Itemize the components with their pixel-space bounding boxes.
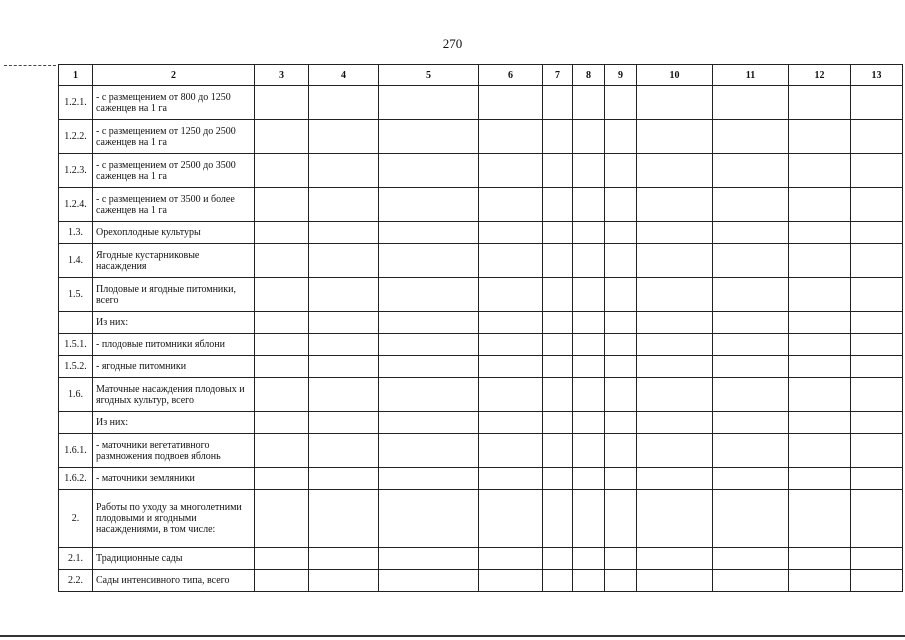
empty-cell-col-11 (713, 154, 789, 188)
column-header-4: 4 (309, 65, 379, 86)
row-label-cell: Маточные насаждения плодовых и ягодных культур, всего (93, 378, 255, 412)
column-header-6: 6 (479, 65, 543, 86)
row-label-cell: - с размещением от 800 до 1250 саженцев на 1 га (93, 86, 255, 120)
empty-cell-col-10 (637, 548, 713, 570)
empty-cell-col-6 (479, 356, 543, 378)
empty-cell-col-9 (605, 548, 637, 570)
empty-cell-col-11 (713, 334, 789, 356)
empty-cell-col-6 (479, 120, 543, 154)
empty-cell-col-7 (543, 570, 573, 592)
page-bottom-border (0, 635, 905, 637)
row-number-cell: 1.2.1. (59, 86, 93, 120)
empty-cell-col-4 (309, 188, 379, 222)
empty-cell-col-4 (309, 154, 379, 188)
empty-cell-col-10 (637, 412, 713, 434)
empty-cell-col-11 (713, 86, 789, 120)
empty-cell-col-5 (379, 222, 479, 244)
row-label-cell: - ягодные питомники (93, 356, 255, 378)
empty-cell-col-6 (479, 154, 543, 188)
empty-cell-col-13 (851, 188, 903, 222)
empty-cell-col-8 (573, 412, 605, 434)
data-table (58, 64, 903, 592)
empty-cell-col-10 (637, 278, 713, 312)
empty-cell-col-8 (573, 86, 605, 120)
row-label-cell: - с размещением от 1250 до 2500 саженцев на 1 га (93, 120, 255, 154)
empty-cell-col-12 (789, 468, 851, 490)
empty-cell-col-10 (637, 120, 713, 154)
table-row (59, 378, 903, 412)
empty-cell-col-5 (379, 412, 479, 434)
empty-cell-col-13 (851, 334, 903, 356)
empty-cell-col-7 (543, 188, 573, 222)
row-label-cell: - маточники земляники (93, 468, 255, 490)
row-number-cell: 1.2.3. (59, 154, 93, 188)
empty-cell-col-12 (789, 86, 851, 120)
empty-cell-col-8 (573, 548, 605, 570)
empty-cell-col-6 (479, 312, 543, 334)
empty-cell-col-12 (789, 278, 851, 312)
empty-cell-col-10 (637, 188, 713, 222)
empty-cell-col-12 (789, 334, 851, 356)
empty-cell-col-4 (309, 412, 379, 434)
empty-cell-col-12 (789, 548, 851, 570)
column-header-11: 11 (713, 65, 789, 86)
empty-cell-col-11 (713, 468, 789, 490)
empty-cell-col-9 (605, 356, 637, 378)
empty-cell-col-11 (713, 570, 789, 592)
scan-artifact-line (4, 65, 56, 66)
empty-cell-col-11 (713, 222, 789, 244)
row-label-cell: Традиционные сады (93, 548, 255, 570)
empty-cell-col-11 (713, 244, 789, 278)
column-header-5: 5 (379, 65, 479, 86)
empty-cell-col-4 (309, 490, 379, 548)
empty-cell-col-6 (479, 490, 543, 548)
empty-cell-col-9 (605, 412, 637, 434)
empty-cell-col-9 (605, 120, 637, 154)
table-row (59, 412, 903, 434)
empty-cell-col-8 (573, 468, 605, 490)
table-row (59, 222, 903, 244)
empty-cell-col-3 (255, 378, 309, 412)
empty-cell-col-6 (479, 570, 543, 592)
row-number-cell: 2. (59, 490, 93, 548)
column-header-12: 12 (789, 65, 851, 86)
empty-cell-col-5 (379, 334, 479, 356)
table-row (59, 86, 903, 120)
empty-cell-col-3 (255, 490, 309, 548)
row-number-cell: 1.6.1. (59, 434, 93, 468)
empty-cell-col-6 (479, 434, 543, 468)
empty-cell-col-4 (309, 378, 379, 412)
row-label-cell: - плодовые питомники яблони (93, 334, 255, 356)
table-body (59, 86, 903, 592)
empty-cell-col-10 (637, 312, 713, 334)
empty-cell-col-9 (605, 334, 637, 356)
row-label-cell: - с размещением от 2500 до 3500 саженцев на 1 га (93, 154, 255, 188)
empty-cell-col-6 (479, 468, 543, 490)
empty-cell-col-5 (379, 570, 479, 592)
empty-cell-col-8 (573, 334, 605, 356)
empty-cell-col-7 (543, 244, 573, 278)
empty-cell-col-4 (309, 570, 379, 592)
row-number-cell: 2.1. (59, 548, 93, 570)
empty-cell-col-5 (379, 434, 479, 468)
empty-cell-col-8 (573, 434, 605, 468)
empty-cell-col-7 (543, 222, 573, 244)
empty-cell-col-12 (789, 412, 851, 434)
empty-cell-col-7 (543, 378, 573, 412)
empty-cell-col-12 (789, 244, 851, 278)
empty-cell-col-11 (713, 312, 789, 334)
empty-cell-col-6 (479, 244, 543, 278)
table-header-row (59, 65, 903, 86)
row-label-cell: Сады интенсивного типа, всего (93, 570, 255, 592)
row-number-cell: 1.5. (59, 278, 93, 312)
empty-cell-col-5 (379, 490, 479, 548)
empty-cell-col-8 (573, 490, 605, 548)
empty-cell-col-7 (543, 154, 573, 188)
empty-cell-col-5 (379, 468, 479, 490)
row-label-cell: - с размещением от 3500 и более саженцев на 1 га (93, 188, 255, 222)
column-header-13: 13 (851, 65, 903, 86)
empty-cell-col-3 (255, 434, 309, 468)
empty-cell-col-4 (309, 548, 379, 570)
empty-cell-col-6 (479, 412, 543, 434)
table-row (59, 120, 903, 154)
empty-cell-col-3 (255, 356, 309, 378)
empty-cell-col-13 (851, 278, 903, 312)
empty-cell-col-8 (573, 222, 605, 244)
empty-cell-col-8 (573, 312, 605, 334)
empty-cell-col-10 (637, 86, 713, 120)
row-label-cell: Из них: (93, 412, 255, 434)
empty-cell-col-7 (543, 412, 573, 434)
empty-cell-col-3 (255, 222, 309, 244)
empty-cell-col-7 (543, 312, 573, 334)
empty-cell-col-8 (573, 188, 605, 222)
empty-cell-col-12 (789, 120, 851, 154)
empty-cell-col-5 (379, 120, 479, 154)
empty-cell-col-10 (637, 468, 713, 490)
row-label-cell: Плодовые и ягодные питомники, всего (93, 278, 255, 312)
table-row (59, 468, 903, 490)
empty-cell-col-6 (479, 334, 543, 356)
empty-cell-col-12 (789, 222, 851, 244)
column-header-2: 2 (93, 65, 255, 86)
empty-cell-col-7 (543, 468, 573, 490)
empty-cell-col-12 (789, 154, 851, 188)
empty-cell-col-13 (851, 86, 903, 120)
empty-cell-col-8 (573, 278, 605, 312)
empty-cell-col-5 (379, 188, 479, 222)
empty-cell-col-3 (255, 334, 309, 356)
empty-cell-col-7 (543, 490, 573, 548)
empty-cell-col-10 (637, 434, 713, 468)
empty-cell-col-7 (543, 278, 573, 312)
table-row (59, 434, 903, 468)
empty-cell-col-3 (255, 120, 309, 154)
empty-cell-col-13 (851, 312, 903, 334)
empty-cell-col-12 (789, 434, 851, 468)
row-number-cell: 1.6.2. (59, 468, 93, 490)
empty-cell-col-5 (379, 278, 479, 312)
empty-cell-col-3 (255, 312, 309, 334)
empty-cell-col-8 (573, 570, 605, 592)
empty-cell-col-9 (605, 490, 637, 548)
empty-cell-col-8 (573, 356, 605, 378)
empty-cell-col-8 (573, 244, 605, 278)
empty-cell-col-6 (479, 548, 543, 570)
empty-cell-col-10 (637, 570, 713, 592)
empty-cell-col-6 (479, 86, 543, 120)
table-row (59, 490, 903, 548)
row-number-cell (59, 412, 93, 434)
empty-cell-col-9 (605, 312, 637, 334)
empty-cell-col-6 (479, 188, 543, 222)
empty-cell-col-11 (713, 120, 789, 154)
empty-cell-col-11 (713, 356, 789, 378)
empty-cell-col-13 (851, 356, 903, 378)
empty-cell-col-13 (851, 570, 903, 592)
row-number-cell: 1.2.2. (59, 120, 93, 154)
row-label-cell: Работы по уходу за многолетними плодовыми и ягодными насаждениями, в том числе: (93, 490, 255, 548)
empty-cell-col-4 (309, 120, 379, 154)
empty-cell-col-10 (637, 356, 713, 378)
row-number-cell: 1.6. (59, 378, 93, 412)
empty-cell-col-5 (379, 244, 479, 278)
row-number-cell: 1.4. (59, 244, 93, 278)
empty-cell-col-12 (789, 570, 851, 592)
empty-cell-col-13 (851, 434, 903, 468)
empty-cell-col-7 (543, 120, 573, 154)
row-number-cell: 1.5.1. (59, 334, 93, 356)
empty-cell-col-7 (543, 356, 573, 378)
empty-cell-col-3 (255, 412, 309, 434)
empty-cell-col-12 (789, 378, 851, 412)
empty-cell-col-5 (379, 86, 479, 120)
empty-cell-col-10 (637, 154, 713, 188)
column-header-10: 10 (637, 65, 713, 86)
empty-cell-col-13 (851, 412, 903, 434)
row-number-cell: 1.2.4. (59, 188, 93, 222)
empty-cell-col-7 (543, 434, 573, 468)
empty-cell-col-3 (255, 278, 309, 312)
empty-cell-col-8 (573, 154, 605, 188)
empty-cell-col-10 (637, 244, 713, 278)
table-row (59, 154, 903, 188)
empty-cell-col-6 (479, 378, 543, 412)
empty-cell-col-3 (255, 548, 309, 570)
table-row (59, 334, 903, 356)
table-row (59, 312, 903, 334)
empty-cell-col-3 (255, 86, 309, 120)
empty-cell-col-12 (789, 356, 851, 378)
empty-cell-col-3 (255, 154, 309, 188)
empty-cell-col-7 (543, 548, 573, 570)
empty-cell-col-13 (851, 120, 903, 154)
empty-cell-col-13 (851, 222, 903, 244)
empty-cell-col-7 (543, 86, 573, 120)
empty-cell-col-12 (789, 490, 851, 548)
empty-cell-col-4 (309, 86, 379, 120)
empty-cell-col-13 (851, 244, 903, 278)
row-number-cell (59, 312, 93, 334)
empty-cell-col-3 (255, 244, 309, 278)
table-row (59, 244, 903, 278)
empty-cell-col-11 (713, 434, 789, 468)
column-header-7: 7 (543, 65, 573, 86)
empty-cell-col-12 (789, 188, 851, 222)
empty-cell-col-10 (637, 378, 713, 412)
empty-cell-col-5 (379, 356, 479, 378)
column-header-9: 9 (605, 65, 637, 86)
empty-cell-col-10 (637, 222, 713, 244)
empty-cell-col-5 (379, 378, 479, 412)
table-row (59, 188, 903, 222)
row-label-cell: Ягодные кустарниковые насаждения (93, 244, 255, 278)
column-header-8: 8 (573, 65, 605, 86)
empty-cell-col-3 (255, 570, 309, 592)
empty-cell-col-9 (605, 434, 637, 468)
empty-cell-col-11 (713, 548, 789, 570)
empty-cell-col-11 (713, 490, 789, 548)
column-header-3: 3 (255, 65, 309, 86)
table-row (59, 570, 903, 592)
empty-cell-col-6 (479, 278, 543, 312)
empty-cell-col-12 (789, 312, 851, 334)
empty-cell-col-11 (713, 188, 789, 222)
empty-cell-col-13 (851, 154, 903, 188)
row-number-cell: 2.2. (59, 570, 93, 592)
table-row (59, 356, 903, 378)
empty-cell-col-9 (605, 378, 637, 412)
empty-cell-col-10 (637, 334, 713, 356)
empty-cell-col-11 (713, 278, 789, 312)
table-row (59, 278, 903, 312)
empty-cell-col-9 (605, 244, 637, 278)
empty-cell-col-4 (309, 278, 379, 312)
empty-cell-col-6 (479, 222, 543, 244)
column-header-1: 1 (59, 65, 93, 86)
empty-cell-col-5 (379, 548, 479, 570)
row-label-cell: Из них: (93, 312, 255, 334)
empty-cell-col-4 (309, 468, 379, 490)
empty-cell-col-4 (309, 244, 379, 278)
empty-cell-col-4 (309, 312, 379, 334)
empty-cell-col-4 (309, 356, 379, 378)
empty-cell-col-13 (851, 490, 903, 548)
empty-cell-col-7 (543, 334, 573, 356)
empty-cell-col-5 (379, 312, 479, 334)
empty-cell-col-5 (379, 154, 479, 188)
empty-cell-col-10 (637, 490, 713, 548)
empty-cell-col-3 (255, 188, 309, 222)
empty-cell-col-4 (309, 434, 379, 468)
row-label-cell: Орехоплодные культуры (93, 222, 255, 244)
empty-cell-col-8 (573, 120, 605, 154)
row-number-cell: 1.5.2. (59, 356, 93, 378)
empty-cell-col-9 (605, 222, 637, 244)
empty-cell-col-9 (605, 86, 637, 120)
empty-cell-col-9 (605, 570, 637, 592)
empty-cell-col-11 (713, 412, 789, 434)
empty-cell-col-9 (605, 278, 637, 312)
empty-cell-col-11 (713, 378, 789, 412)
table-row (59, 548, 903, 570)
empty-cell-col-8 (573, 378, 605, 412)
empty-cell-col-4 (309, 334, 379, 356)
row-number-cell: 1.3. (59, 222, 93, 244)
empty-cell-col-13 (851, 548, 903, 570)
empty-cell-col-3 (255, 468, 309, 490)
empty-cell-col-9 (605, 188, 637, 222)
empty-cell-col-4 (309, 222, 379, 244)
page-number: 270 (442, 36, 463, 51)
empty-cell-col-13 (851, 378, 903, 412)
empty-cell-col-9 (605, 154, 637, 188)
row-label-cell: - маточники вегетативного размножения подвоев яблонь (93, 434, 255, 468)
empty-cell-col-13 (851, 468, 903, 490)
empty-cell-col-9 (605, 468, 637, 490)
